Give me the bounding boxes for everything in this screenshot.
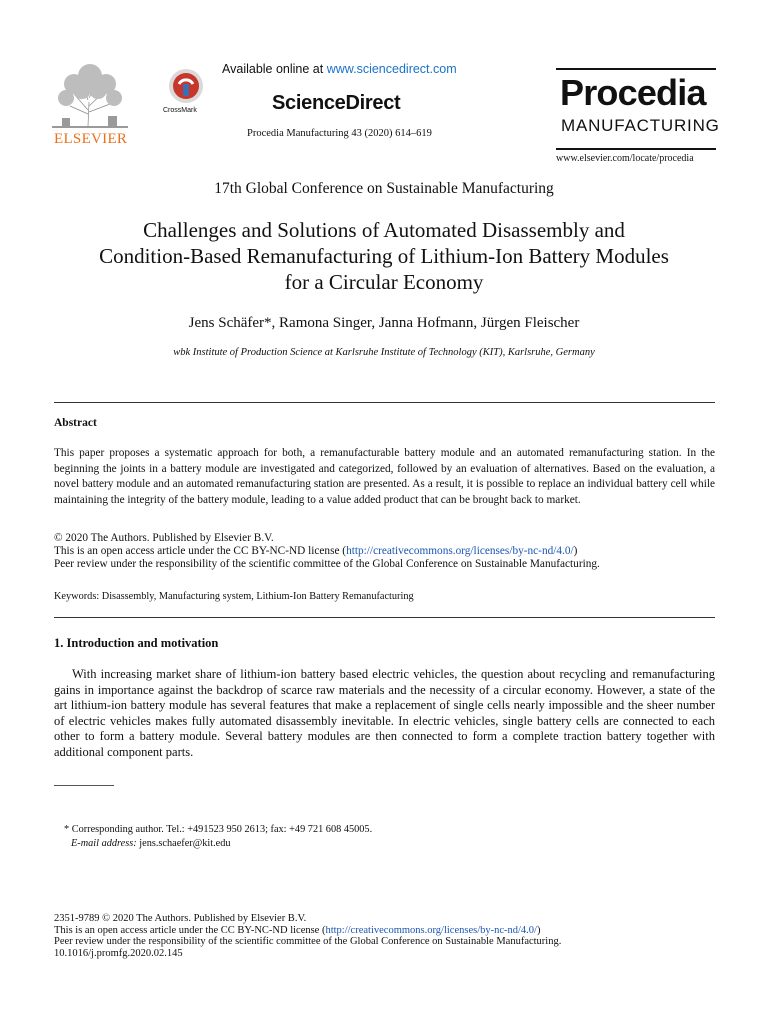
procedia-wordmark: Procedia	[560, 72, 706, 113]
paper-title	[40, 217, 728, 295]
abstract-bottom-rule	[54, 617, 715, 618]
issn-line: 2351-9789 © 2020 The Authors. Published by Elsevier B.V.	[54, 913, 307, 924]
email-address[interactable]: jens.schaefer@kit.edu	[136, 837, 231, 849]
abstract-heading: Abstract	[54, 417, 97, 429]
title-line: Condition-Based Remanufacturing of Lithium-Ion Battery Modules	[99, 244, 669, 268]
crossmark-label: CrossMark	[163, 107, 197, 114]
keywords: Keywords: Disassembly, Manufacturing system, Lithium-Ion Battery Remanufacturing	[54, 591, 414, 602]
abstract-top-rule	[54, 402, 715, 403]
footnote-rule	[54, 785, 114, 786]
peer-review-line: Peer review under the responsibility of the scientific committee of the Global Conference on Sustainable Manufacturing.	[54, 558, 600, 571]
license-line	[54, 545, 600, 558]
copyright-line: © 2020 The Authors. Published by Elsevier B.V.	[54, 532, 274, 544]
crossmark-icon[interactable]	[168, 68, 204, 104]
elsevier-wordmark: ELSEVIER	[54, 131, 128, 147]
abstract-text: This paper proposes a systematic approach for both, a remanufacturable battery module and an automated remanufacturing station. In the beginning the joints in a battery module are investigated and categorized, followed by an evaluation of alternatives. Based on the evaluation, a novel battery module and an automated remanufacturing station are presented. As a result, it is possible to replace an individual battery cell while maintaining the integrity of the battery module, leading to a value added product that can be brought back to market.	[54, 447, 715, 506]
available-online-label: Available online at	[222, 62, 327, 76]
footer-license-suffix: )	[536, 924, 541, 936]
license-prefix: This is an open access article under the CC BY-NC-ND license (	[54, 545, 347, 558]
conference-name: 17th Global Conference on Sustainable Manufacturing	[214, 180, 554, 197]
affiliation: wbk Institute of Production Science at Karlsruhe Institute of Technology (KIT), Karlsruhe, Germany	[173, 347, 595, 358]
corresponding-author: * Corresponding author. Tel.: +491523 950 2613; fax: +49 721 608 45005.	[64, 824, 373, 835]
footer-license-line	[54, 925, 561, 937]
copyright-block	[54, 532, 600, 572]
sciencedirect-link[interactable]: www.sciencedirect.com	[326, 62, 457, 76]
license-link[interactable]: http://creativecommons.org/licenses/by-nc-nd/4.0/	[346, 545, 574, 558]
doi[interactable]: 10.1016/j.promfg.2020.02.145	[54, 947, 183, 959]
page-footer	[54, 913, 561, 959]
email-label: E-mail address:	[71, 837, 137, 849]
footnote	[64, 823, 372, 850]
footer-peer-review: Peer review under the responsibility of the scientific committee of the Global Conference on Sustainable Manufacturing.	[54, 936, 562, 947]
license-suffix: )	[573, 545, 578, 558]
title-line: Challenges and Solutions of Automated Disassembly and	[143, 218, 625, 242]
journal-url[interactable]: www.elsevier.com/locate/procedia	[556, 153, 694, 164]
introduction-paragraph: With increasing market share of lithium-ion battery based electric vehicles, the question about recycling and remanufacturing gains in importance against the backdrop of scarce raw materials and the necessity of a circular economy. However, a state of the art lithium-ion battery module has several features that make a replacement of single cells nearly impossible and the sheer number of electric vehicles makes fully automated disassembly inevitable. In electric vehicles, single battery cells are connected to each other to form a battery module. Several battery modules are then connected to form a complete traction battery together with additional component parts.	[54, 667, 715, 759]
journal-citation: Procedia Manufacturing 43 (2020) 614–619	[247, 128, 432, 139]
footer-license-link[interactable]: http://creativecommons.org/licenses/by-nc-nd/4.0/	[325, 924, 537, 936]
title-line: for a Circular Economy	[284, 270, 484, 294]
author-list: Jens Schäfer*, Ramona Singer, Janna Hofmann, Jürgen Fleischer	[188, 315, 580, 331]
section-heading-introduction: 1. Introduction and motivation	[54, 636, 219, 650]
sciencedirect-title: ScienceDirect	[272, 92, 401, 114]
email-line	[64, 837, 372, 851]
footer-license-prefix: This is an open access article under the CC BY-NC-ND license (	[54, 924, 326, 936]
manufacturing-wordmark: MANUFACTURING	[561, 116, 720, 135]
available-online	[222, 62, 457, 76]
